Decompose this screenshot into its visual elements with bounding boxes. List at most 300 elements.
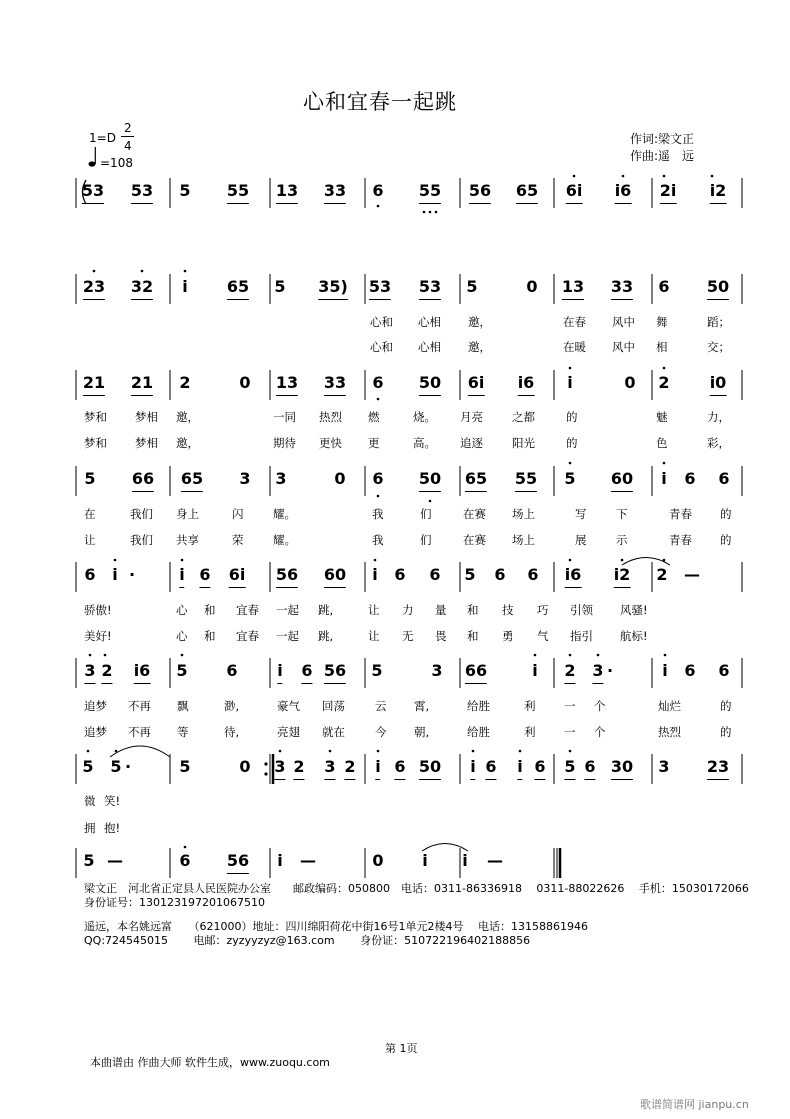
lyric-r5-v1-4: 宜春 — [236, 603, 259, 617]
note-r6-11: 66 — [465, 662, 487, 684]
octave-dot-high-11 — [663, 462, 666, 465]
octave-dot-high-29 — [377, 750, 380, 753]
lyric-r2-v2-5: 风中 — [612, 340, 635, 354]
lyric-r5-v2-10: 和 — [467, 629, 479, 643]
note-r8-7: 0 — [372, 851, 384, 870]
octave-dot-low-1 — [377, 205, 380, 208]
octave-dot-high-12 — [114, 559, 117, 562]
lyric-r6-v2-5: 亮翅 — [277, 725, 300, 739]
lyric-r5-v1-10: 和 — [467, 603, 479, 617]
time-sig-top: 2 — [124, 121, 132, 135]
note-r3-10: i6 — [518, 374, 535, 396]
octave-dot-high-10 — [569, 462, 572, 465]
note-r6-15: · — [606, 661, 614, 680]
lyric-r3-v1-7: 烧。 — [413, 410, 436, 424]
lyric-r2-v1-1: 心和 — [370, 315, 393, 329]
lyric-r6-v2-14: 的 — [720, 725, 732, 739]
lyric-r6-v1-12: 个 — [594, 699, 606, 713]
note-r6-7: 6 — [301, 662, 312, 684]
lyric-r4-v2-13: 的 — [720, 533, 732, 547]
lyric-r2-v1-3: 邀， — [468, 315, 491, 329]
lyric-r2-v1-7: 蹈； — [707, 315, 730, 329]
note-r2-6: 35) — [318, 278, 348, 300]
lyric-r6-v2-2: 不再 — [128, 725, 151, 739]
note-r6-12: i — [532, 661, 538, 680]
lyric-r5-v1-9: 量 — [435, 603, 447, 617]
lyric-r4-v2-10: 展 — [575, 533, 587, 547]
lyric-r3-v1-8: 月亮 — [460, 410, 483, 424]
lyric-r3-v1-4: 一同 — [273, 410, 296, 424]
note-r1-8: 55 — [419, 182, 441, 204]
lyric-r5-v1-3: 和 — [204, 603, 216, 617]
note-r4-6: 0 — [334, 469, 346, 488]
note-r4-11: 5 — [564, 469, 576, 488]
lyric-r5-v1-5: 一起 — [276, 603, 299, 617]
note-r6-9: 5 — [371, 661, 383, 680]
note-r2-2: 32 — [131, 278, 153, 300]
lyric-r5-v1-1: 骄傲! — [84, 603, 112, 617]
note-r2-8: 53 — [419, 278, 441, 300]
note-r1-5: 13 — [276, 182, 298, 204]
note-r3-12: 0 — [624, 373, 636, 392]
lyric-r5-v2-5: 一起 — [276, 629, 299, 643]
lyric-r6-v1-1: 追梦 — [84, 699, 107, 713]
lyric-r5-v1-14: 风骚! — [620, 603, 648, 617]
note-r8-1: 5 — [83, 851, 95, 870]
lyric-r4-v1-11: 下 — [616, 507, 628, 521]
lyric-r6-v2-3: 等 — [177, 725, 189, 739]
lyric-r4-v2-8: 在赛 — [463, 533, 486, 547]
lyric-r5-v2-4: 宜春 — [236, 629, 259, 643]
note-r1-9: 56 — [469, 182, 491, 204]
lyric-r5-v2-6: 跳, — [318, 629, 334, 643]
lyric-r6-v2-4: 待, — [224, 725, 240, 739]
footer-line-1: 梁文正 河北省正定县人民医院办公室 邮政编码：050800 电话：0311-86336918 0311-88022626 手机：15030172066 — [84, 882, 749, 895]
lyric-r5-v1-7: 让 — [368, 603, 380, 617]
repeat-dot-1 — [264, 762, 267, 765]
lyric-r6-v2-12: 个 — [594, 725, 606, 739]
tempo-mark: =108 — [100, 156, 133, 170]
note-r5-8: 60 — [324, 566, 346, 588]
note-r7-21: 23 — [707, 758, 729, 780]
lyric-r5-v2-3: 和 — [204, 629, 216, 643]
note-r7-3: · — [124, 757, 132, 776]
note-r6-13: 2 — [564, 662, 575, 684]
lyric-r2-v2-4: 在暖 — [563, 340, 586, 354]
note-r4-5: 3 — [275, 469, 287, 488]
lyric-r3-v2-6: 更 — [368, 436, 380, 450]
lyric-r5-v2-12: 气 — [537, 629, 549, 643]
note-r1-2: 53 — [131, 182, 153, 204]
note-r4-4: 3 — [239, 469, 251, 488]
note-r7-2: 5 — [110, 757, 122, 776]
lyric-r6-v2-7: 今 — [375, 725, 387, 739]
note-r4-15: 6 — [718, 469, 730, 488]
lyric-r6-v2-13: 热烈 — [658, 725, 681, 739]
note-r8-3: 6 — [179, 851, 191, 870]
lyric-r4-v1-6: 我 — [372, 507, 384, 521]
note-r4-13: i — [661, 469, 667, 488]
octave-dot-high-21 — [534, 654, 537, 657]
octave-dot-low-2 — [429, 211, 432, 214]
lyric-r6-v1-8: 霄, — [414, 699, 430, 713]
lyric-r3-v1-9: 之都 — [512, 410, 535, 424]
octave-dot-high-13 — [181, 559, 184, 562]
note-r5-10: 6 — [394, 565, 406, 584]
lyric-r6-v1-14: 的 — [720, 699, 732, 713]
lyric-r6-v1-5: 豪气 — [277, 699, 300, 713]
note-r7-8: 3 — [324, 758, 335, 780]
octave-dot-high-32 — [569, 750, 572, 753]
lyric-r6-v1-9: 给胜 — [467, 699, 490, 713]
octave-dot-high-2 — [622, 175, 625, 178]
note-r4-2: 66 — [132, 470, 154, 492]
lyric-r6-v1-2: 不再 — [128, 699, 151, 713]
note-r2-1: 23 — [83, 278, 105, 300]
octave-dot-high-31 — [519, 750, 522, 753]
octave-dot-high-17 — [663, 559, 666, 562]
lyric-r4-v2-12: 青春 — [669, 533, 692, 547]
note-r1-11: 6i — [566, 182, 583, 204]
octave-dot-high-7 — [184, 270, 187, 273]
octave-dot-low-5 — [377, 398, 380, 401]
key-signature: 1=D — [89, 131, 116, 145]
lyric-r3-v2-10: 的 — [566, 436, 578, 450]
lyric-r4-v1-12: 青春 — [669, 507, 692, 521]
lyric-r5-v2-13: 指引 — [570, 629, 593, 643]
lyric-r4-v2-6: 我 — [372, 533, 384, 547]
lyric-r4-v1-2: 我们 — [130, 507, 153, 521]
lyric-r6-v1-10: 利 — [524, 699, 536, 713]
note-r2-7: 53 — [369, 278, 391, 300]
note-r4-9: 65 — [465, 470, 487, 492]
note-r7-11: 6 — [394, 758, 405, 780]
octave-dot-high-15 — [569, 559, 572, 562]
lyric-r3-v1-2: 梦相 — [135, 410, 158, 424]
lyric-r5-v2-8: 无 — [402, 629, 414, 643]
lyric-r7-v1-1: 微 — [84, 794, 96, 808]
note-r6-1: 3 — [84, 662, 95, 684]
lyric-r6-v2-10: 利 — [524, 725, 536, 739]
note-r7-12: 50 — [419, 758, 441, 780]
note-r6-10: 3 — [431, 661, 443, 680]
note-r7-19: 30 — [611, 758, 633, 780]
note-r5-2: i — [112, 565, 118, 584]
octave-dot-high-26 — [115, 750, 118, 753]
octave-dot-high-33 — [184, 846, 187, 849]
lyric-r2-v2-7: 交； — [707, 340, 730, 354]
note-r7-6: 3 — [274, 758, 285, 780]
lyric-r5-v1-12: 巧 — [537, 603, 549, 617]
lyric-r5-v2-1: 美好! — [84, 629, 112, 643]
note-r1-14: i2 — [710, 182, 727, 204]
lyric-r2-v2-3: 邀， — [468, 340, 491, 354]
lyric-r3-v1-1: 梦和 — [84, 410, 107, 424]
note-r1-7: 6 — [372, 181, 384, 200]
lyric-r4-v1-5: 耀。 — [273, 507, 296, 521]
lyric-r6-v1-6: 回荡 — [322, 699, 345, 713]
repeat-dot-2 — [264, 772, 267, 775]
lyric-r3-v2-9: 阳光 — [512, 436, 535, 450]
lyric-r6-v2-8: 朝, — [414, 725, 430, 739]
note-r1-4: 55 — [227, 182, 249, 204]
lyric-r2-v2-1: 心和 — [370, 340, 393, 354]
lyric-r5-v2-9: 畏 — [435, 629, 447, 643]
lyric-r2-v2-6: 相 — [656, 340, 668, 354]
note-r6-4: 5 — [176, 661, 188, 680]
lyric-r7-v2-2: 抱! — [104, 821, 121, 835]
note-r8-4: 56 — [227, 852, 249, 874]
footer-line-3: 遥远，本名姚远富 （621000）地址：四川绵阳荷花中街16号1单元2楼4号 电话：13158861946 — [84, 920, 588, 933]
watermark: 歌谱简谱网 jianpu.cn — [640, 1098, 749, 1111]
footer-line-4: QQ:724545015 电邮：zyzyyzyz@163.com 身份证：510722196402188856 — [84, 934, 531, 947]
note-r5-7: 56 — [276, 566, 298, 588]
note-r7-10: i — [375, 758, 380, 780]
note-r5-5: 6 — [199, 566, 210, 588]
octave-dot-high-14 — [374, 559, 377, 562]
note-r5-1: 6 — [84, 565, 96, 584]
octave-dot-high-6 — [141, 270, 144, 273]
octave-dot-low-7 — [429, 500, 432, 503]
lyricist-credit: 作词:梁文正 — [630, 132, 695, 146]
note-r2-3: i — [182, 277, 188, 296]
octave-dot-high-8 — [663, 367, 666, 370]
tie-r5 — [622, 558, 670, 566]
lyric-r7-v1-2: 笑! — [104, 794, 121, 808]
note-r7-13: i — [470, 758, 475, 780]
lyric-r4-v1-4: 闪 — [232, 507, 244, 521]
lyric-r4-v1-1: 在 — [84, 507, 96, 521]
lyric-r6-v1-11: 一 — [564, 699, 576, 713]
note-r8-5: i — [277, 851, 283, 870]
lyric-r6-v2-1: 追梦 — [84, 725, 107, 739]
note-r3-2: 21 — [131, 374, 153, 396]
note-r8-9: i — [462, 851, 468, 870]
octave-dot-low-6 — [377, 495, 380, 498]
octave-dot-high-1 — [573, 175, 576, 178]
composer-credit: 作曲:遥 远 — [630, 149, 695, 163]
note-r3-9: 6i — [468, 374, 485, 396]
octave-dot-high-22 — [569, 654, 572, 657]
lyric-r5-v1-13: 引领 — [570, 603, 593, 617]
lyric-r4-v2-5: 耀。 — [273, 533, 296, 547]
note-r6-6: i — [277, 662, 282, 684]
note-r7-15: i — [517, 758, 522, 780]
lyric-r2-v1-2: 心相 — [418, 315, 441, 329]
note-r3-3: 2 — [179, 373, 191, 392]
lyric-r6-v1-7: 云 — [375, 699, 387, 713]
tie-r8 — [422, 844, 468, 852]
lyric-r4-v1-9: 场上 — [512, 507, 535, 521]
octave-dot-high-27 — [279, 750, 282, 753]
note-r2-11: 13 — [562, 278, 584, 300]
note-r4-7: 6 — [372, 469, 384, 488]
note-r1-13: 2i — [660, 182, 677, 204]
note-r7-14: 6 — [485, 758, 496, 780]
octave-dot-high-3 — [663, 175, 666, 178]
note-r3-6: 33 — [324, 374, 346, 396]
lyric-r4-v1-3: 身上 — [176, 507, 199, 521]
note-r5-6: 6i — [229, 566, 246, 588]
lyric-r3-v2-5: 更快 — [319, 436, 342, 450]
note-r5-14: 6 — [527, 565, 539, 584]
lyric-r4-v1-10: 写 — [575, 507, 587, 521]
lyric-r6-v1-13: 灿烂 — [658, 699, 681, 713]
lyric-r7-v2-1: 拥 — [84, 821, 96, 835]
note-r6-5: 6 — [226, 661, 238, 680]
note-r6-16: i — [662, 661, 668, 680]
note-r5-17: 2 — [656, 565, 668, 584]
lyric-r3-v2-3: 邀， — [176, 436, 199, 450]
lyric-r5-v1-11: 技 — [502, 603, 514, 617]
lyric-r6-v1-4: 渺, — [224, 699, 240, 713]
lyric-r4-v2-1: 让 — [84, 533, 96, 547]
lyric-r2-v1-4: 在春 — [563, 315, 586, 329]
note-r5-12: 5 — [464, 565, 476, 584]
note-r4-10: 55 — [515, 470, 537, 492]
note-r2-5: 5 — [274, 277, 286, 296]
note-r2-14: 50 — [707, 278, 729, 300]
lyric-r4-v2-2: 我们 — [130, 533, 153, 547]
note-r8-6: — — [300, 851, 316, 870]
note-r5-16: i2 — [614, 566, 631, 588]
lyric-r4-v2-4: 荣 — [232, 533, 244, 547]
note-r6-8: 56 — [324, 662, 346, 684]
note-r7-20: 3 — [658, 757, 670, 776]
note-r5-9: i — [372, 565, 378, 584]
note-r7-18: 6 — [584, 758, 595, 780]
note-r4-12: 60 — [611, 470, 633, 492]
lyric-r3-v2-12: 彩， — [707, 436, 730, 450]
note-r7-7: 2 — [293, 758, 304, 780]
lyric-r3-v2-2: 梦相 — [135, 436, 158, 450]
octave-dot-high-28 — [329, 750, 332, 753]
note-r7-5: 0 — [239, 757, 251, 776]
song-title: 心和宜春一起跳 — [303, 90, 457, 114]
note-r4-1: 5 — [84, 469, 96, 488]
time-sig-bottom: 4 — [124, 139, 132, 153]
octave-dot-low-3 — [423, 211, 426, 214]
note-r7-17: 5 — [564, 758, 575, 780]
note-r6-14: 3 — [592, 662, 603, 684]
octave-dot-high-24 — [664, 654, 667, 657]
octave-dot-high-4 — [711, 175, 714, 178]
octave-dot-high-19 — [104, 654, 107, 657]
note-r2-10: 0 — [526, 277, 538, 296]
note-r2-12: 33 — [611, 278, 633, 300]
lyric-r3-v2-1: 梦和 — [84, 436, 107, 450]
octave-dot-high-25 — [87, 750, 90, 753]
note-r5-4: i — [179, 566, 184, 588]
note-r3-5: 13 — [276, 374, 298, 396]
lyric-r5-v1-2: 心 — [176, 603, 188, 617]
lyric-r3-v2-11: 色 — [656, 436, 668, 450]
note-r5-18: — — [684, 565, 700, 584]
lyric-r4-v1-7: 们 — [420, 507, 432, 521]
lyric-r3-v1-6: 燃 — [368, 410, 380, 424]
lyric-r4-v2-11: 示 — [616, 533, 628, 547]
note-r4-3: 65 — [181, 470, 203, 492]
note-r2-9: 5 — [466, 277, 478, 296]
note-r7-4: 5 — [179, 757, 191, 776]
note-r1-10: 65 — [516, 182, 538, 204]
note-r3-8: 50 — [419, 374, 441, 396]
lyric-r4-v1-8: 在赛 — [463, 507, 486, 521]
note-r2-13: 6 — [658, 277, 670, 296]
note-r7-1: 5 — [82, 757, 94, 776]
note-r8-8: i — [422, 851, 428, 870]
octave-dot-high-5 — [93, 270, 96, 273]
note-r1-1: 53 — [82, 182, 104, 204]
lyric-r5-v2-11: 勇 — [502, 629, 514, 643]
lyric-r4-v2-7: 们 — [420, 533, 432, 547]
note-r7-16: 6 — [534, 758, 545, 780]
note-r7-9: 2 — [344, 758, 355, 780]
lyric-r5-v1-6: 跳, — [318, 603, 334, 617]
page-number: 第 1页 — [385, 1042, 418, 1055]
lyric-r5-v2-14: 航标! — [620, 629, 648, 643]
lyric-r3-v2-7: 高。 — [413, 436, 436, 450]
lyric-r2-v2-2: 心相 — [418, 340, 441, 354]
note-r5-13: 6 — [494, 565, 506, 584]
lyric-r3-v1-5: 热烈 — [319, 410, 342, 424]
lyric-r5-v1-8: 力 — [402, 603, 414, 617]
note-r6-18: 6 — [718, 661, 730, 680]
note-r3-14: i0 — [710, 374, 727, 396]
lyric-r3-v2-8: 追逐 — [460, 436, 483, 450]
note-r3-4: 0 — [239, 373, 251, 392]
lyric-r2-v1-5: 风中 — [612, 315, 635, 329]
note-r4-14: 6 — [684, 469, 696, 488]
generator-credit: 本曲谱由 作曲大师 软件生成，www.zuoqu.com — [90, 1056, 330, 1069]
note-r3-11: i — [567, 373, 573, 392]
note-r2-4: 65 — [227, 278, 249, 300]
note-r6-17: 6 — [684, 661, 696, 680]
octave-dot-high-18 — [89, 654, 92, 657]
lyric-r6-v2-9: 给胜 — [467, 725, 490, 739]
lyric-r5-v2-7: 让 — [368, 629, 380, 643]
lyric-r4-v2-3: 共享 — [176, 533, 199, 547]
lyric-r4-v2-9: 场上 — [512, 533, 535, 547]
lyric-r3-v2-4: 期待 — [273, 436, 296, 450]
lyric-r3-v1-12: 力， — [707, 410, 730, 424]
lyric-r6-v2-6: 就在 — [322, 725, 345, 739]
lyric-r6-v2-11: 一 — [564, 725, 576, 739]
note-r8-2: — — [107, 851, 123, 870]
note-r3-7: 6 — [372, 373, 384, 392]
note-r1-3: 5 — [179, 181, 191, 200]
octave-dot-high-20 — [181, 654, 184, 657]
lyric-r3-v1-11: 魅 — [656, 410, 668, 424]
note-r3-13: 2 — [658, 373, 670, 392]
note-r6-2: 2 — [101, 662, 112, 684]
footer-line-2: 身份证号：130123197201067510 — [84, 896, 265, 909]
note-r1-12: i6 — [615, 182, 632, 204]
note-r4-8: 50 — [419, 470, 441, 492]
note-r5-15: i6 — [565, 566, 582, 588]
octave-dot-high-23 — [597, 654, 600, 657]
note-r6-3: i6 — [134, 662, 151, 684]
octave-dot-high-9 — [569, 367, 572, 370]
lyric-r4-v1-13: 的 — [720, 507, 732, 521]
note-r8-10: — — [487, 851, 503, 870]
note-r5-11: 6 — [429, 565, 441, 584]
octave-dot-low-4 — [435, 211, 438, 214]
tie-r7 — [110, 746, 170, 757]
note-r3-1: 21 — [83, 374, 105, 396]
lyric-r2-v1-6: 舞 — [656, 315, 668, 329]
lyric-r3-v1-3: 邀， — [176, 410, 199, 424]
